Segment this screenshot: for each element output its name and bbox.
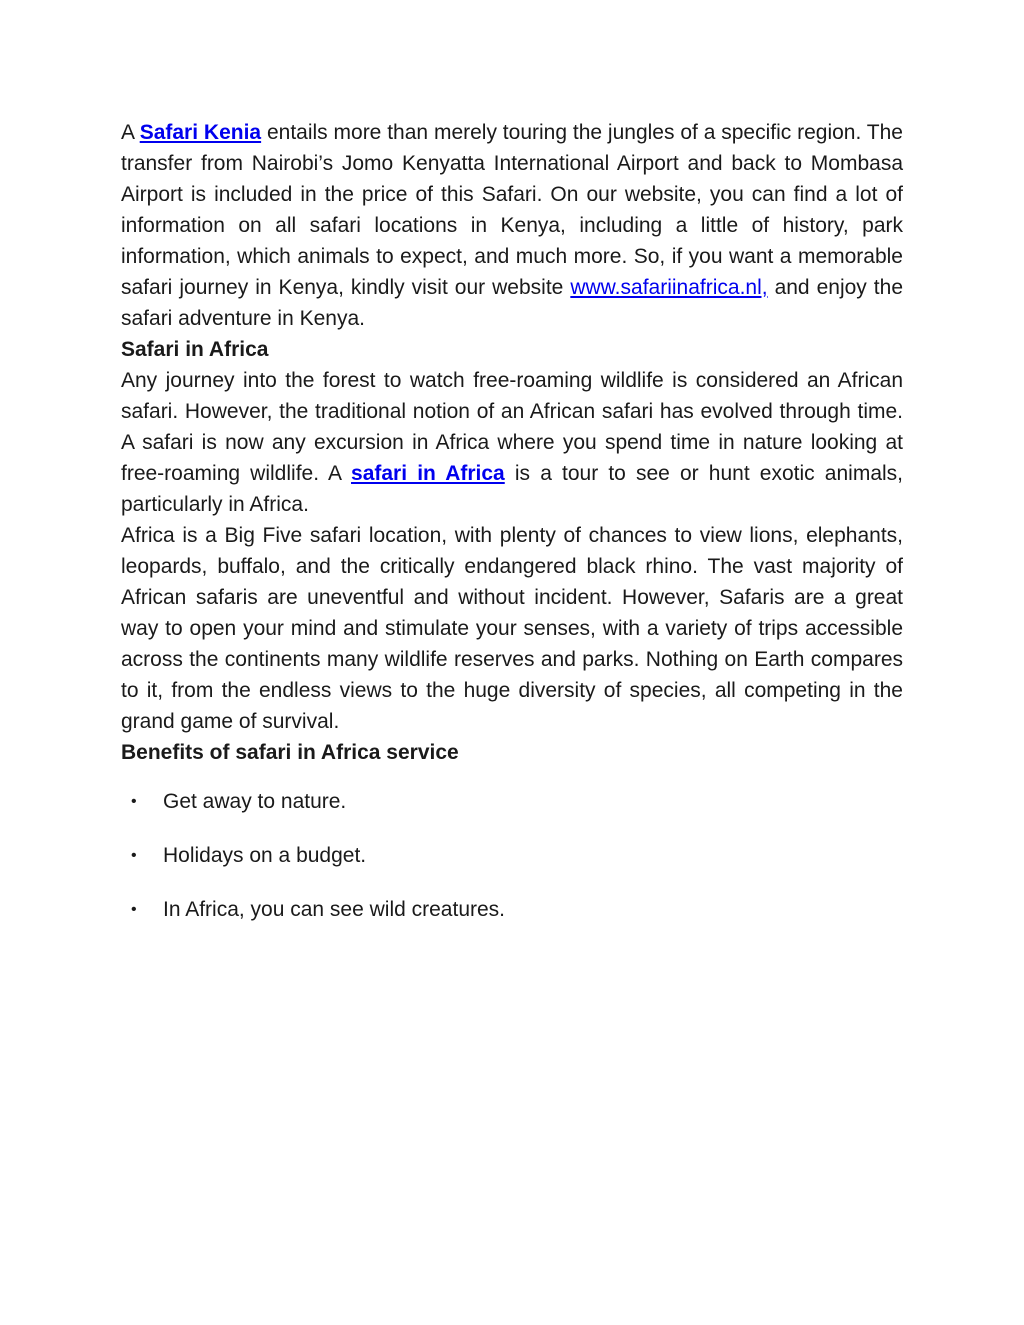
list-item-text: Holidays on a budget. [163, 844, 367, 867]
safari-in-africa-heading: Safari in Africa [121, 338, 269, 361]
list-item [121, 840, 903, 871]
benefits-heading: Benefits of safari in Africa service [121, 741, 459, 764]
bullet-icon: • [131, 901, 137, 918]
intro-paragraph [121, 117, 903, 334]
intro-prefix: A [121, 121, 140, 144]
document-page [121, 117, 903, 948]
list-item [121, 786, 903, 817]
bullet-icon: • [131, 847, 137, 864]
safari-in-africa-link[interactable]: safari in Africa [351, 462, 505, 485]
website-link[interactable]: www.safariinafrica.nl, [570, 276, 768, 299]
list-item-text: Get away to nature. [163, 790, 347, 813]
safari-paragraph-1 [121, 365, 903, 520]
list-item [121, 894, 903, 925]
bullet-icon: • [131, 793, 137, 810]
safari-p1-text-2: is a tour to see or hunt exotic animals, particularly in Africa. [121, 462, 903, 516]
intro-text-2: and enjoy the safari adventure in Kenya. [121, 276, 904, 330]
safari-paragraph-2: Africa is a Big Five safari location, with plenty of chances to view lions, elephants, leopards, buffalo, and the critically endangered black rhino. The vast majority of African safaris are uneventful and without incident. However, Safaris are a great way to open your mind and stimulate your senses, with a variety of trips accessible across the continents many wildlife reserves and parks. Nothing on Earth compares to it, from the endless views to the huge diversity of species, all competing in the grand game of survival. [121, 524, 903, 733]
intro-text-1: entails more than merely touring the jungles of a specific region. The transfer from Nairobi’s Jomo Kenyatta International Airport and back to Mombasa Airport is included in the price of this Safari. On our website, you can find a lot of information on all safari locations in Kenya, including a little of history, park information, which animals to expect, and much more. So, if you want a memorable safari journey in Kenya, kindly visit our website [121, 121, 903, 299]
safari-p1-text-1: Any journey into the forest to watch free-roaming wildlife is considered an African safari. However, the traditional notion of an African safari has evolved through time. A safari is now any excursion in Africa where you spend time in nature looking at free-roaming wildlife. A [121, 369, 903, 485]
benefits-list [121, 786, 903, 925]
safari-kenia-link[interactable]: Safari Kenia [139, 121, 262, 144]
list-item-text: In Africa, you can see wild creatures. [163, 898, 505, 921]
